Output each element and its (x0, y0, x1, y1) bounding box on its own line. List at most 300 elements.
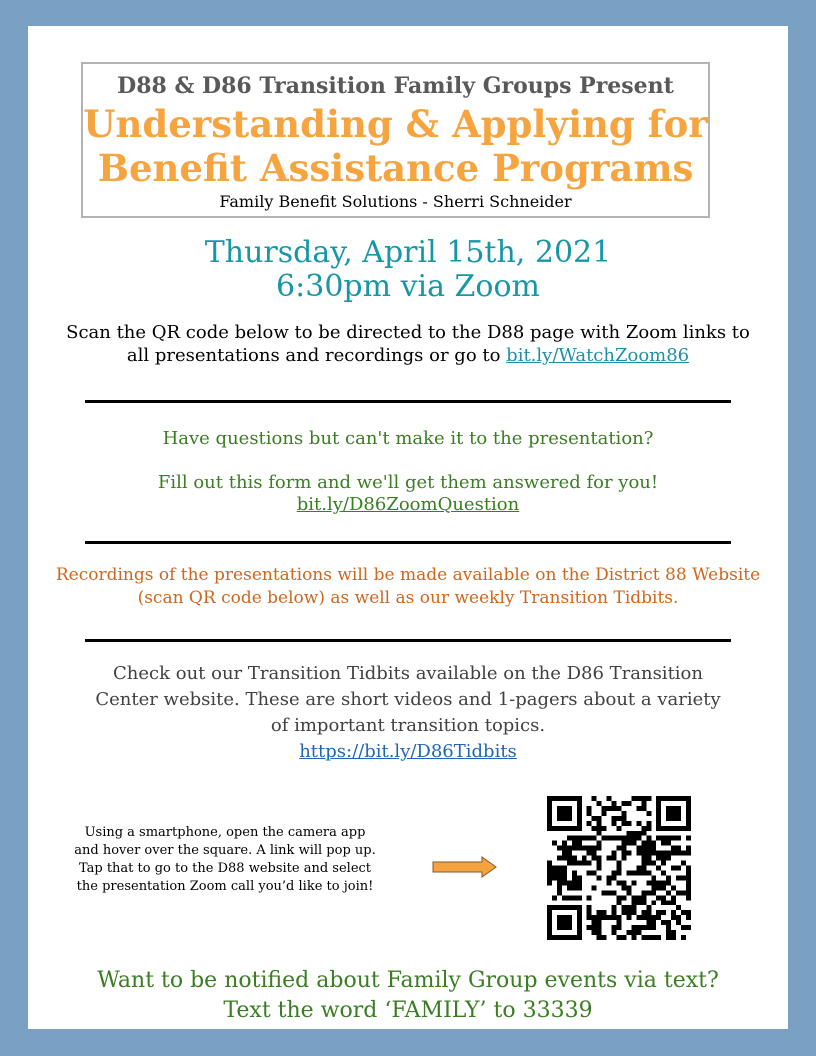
qr-module (631, 870, 636, 875)
qr-module (656, 796, 661, 801)
qr-module (676, 875, 681, 880)
title-line-2: Benefit Assistance Programs (97, 146, 694, 190)
qr-module (592, 836, 597, 841)
qr-module (676, 866, 681, 871)
qr-module (577, 811, 582, 816)
qr-module (646, 905, 651, 910)
qr-module (617, 895, 622, 900)
qr-module (612, 821, 617, 826)
qr-module (621, 816, 626, 821)
qr-module (671, 811, 676, 816)
qr-module (646, 821, 651, 826)
qr-module (676, 905, 681, 910)
flyer-page (28, 26, 788, 1029)
qr-module (676, 851, 681, 856)
qr-module (686, 875, 691, 880)
qr-module (587, 851, 592, 856)
qr-module (676, 811, 681, 816)
qr-module (651, 890, 656, 895)
qr-module (631, 895, 636, 900)
qr-module (671, 885, 676, 890)
qr-module (572, 826, 577, 831)
qr-module (656, 821, 661, 826)
qr-module (661, 870, 666, 875)
qr-module (656, 910, 661, 915)
qr-module (621, 836, 626, 841)
qr-module (592, 856, 597, 861)
qr-module (567, 826, 572, 831)
qr-module (617, 935, 622, 940)
qr-module (577, 885, 582, 890)
notify-line-2: Text the word ‘FAMILY’ to 33339 (223, 998, 593, 1023)
qr-module (646, 915, 651, 920)
qr-module (592, 851, 597, 856)
qr-module (626, 905, 631, 910)
qr-module (631, 900, 636, 905)
qr-module (626, 885, 631, 890)
qr-module (676, 890, 681, 895)
qr-module (572, 861, 577, 866)
qr-module (602, 826, 607, 831)
qr-module (562, 806, 567, 811)
qr-module (587, 915, 592, 920)
qr-module (602, 890, 607, 895)
qr-module (597, 910, 602, 915)
qr-module (612, 870, 617, 875)
qr-module (577, 861, 582, 866)
qr-module (552, 841, 557, 846)
qr-module (572, 885, 577, 890)
qr-module (617, 915, 622, 920)
qr-module (617, 816, 622, 821)
qr-module (641, 856, 646, 861)
qr-module (612, 851, 617, 856)
qr-module (641, 870, 646, 875)
qr-module (617, 846, 622, 851)
qr-module (671, 895, 676, 900)
qr-module (656, 811, 661, 816)
qr-module (626, 801, 631, 806)
qr-module (552, 905, 557, 910)
qr-module (587, 846, 592, 851)
qr-module (612, 875, 617, 880)
qr-module (572, 846, 577, 851)
qr-module (582, 856, 587, 861)
qr-module (646, 870, 651, 875)
qr-code[interactable] (547, 796, 691, 940)
qr-module (686, 895, 691, 900)
qr-module (651, 925, 656, 930)
qr-module (676, 836, 681, 841)
qr-module (671, 826, 676, 831)
qr-module (681, 796, 686, 801)
qr-module (656, 836, 661, 841)
qr-module (547, 861, 552, 866)
qr-module (577, 796, 582, 801)
qr-module (651, 885, 656, 890)
qr-module (636, 925, 641, 930)
qr-module (572, 870, 577, 875)
qr-module (597, 915, 602, 920)
qr-module (671, 915, 676, 920)
questions-line-1: Have questions but can't make it to the presentation? (162, 428, 654, 449)
qr-module (636, 821, 641, 826)
qr-module (636, 930, 641, 935)
qr-module (577, 935, 582, 940)
qr-module (547, 905, 552, 910)
qr-module (602, 836, 607, 841)
qr-module (631, 925, 636, 930)
qr-module (686, 821, 691, 826)
qr-module (557, 866, 562, 871)
qr-module (651, 861, 656, 866)
qr-module (646, 920, 651, 925)
qr-module (671, 910, 676, 915)
qr-module (562, 816, 567, 821)
qr-module (656, 806, 661, 811)
qr-module (552, 796, 557, 801)
qr-module (646, 846, 651, 851)
qr-module (612, 925, 617, 930)
qr-module (612, 890, 617, 895)
qr-module (602, 935, 607, 940)
qr-module (666, 806, 671, 811)
qr-module (671, 930, 676, 935)
qr-module (592, 826, 597, 831)
qr-module (577, 826, 582, 831)
qr-module (646, 910, 651, 915)
qr-module (651, 900, 656, 905)
qr-module (607, 875, 612, 880)
qr-module (676, 806, 681, 811)
qr-module (617, 836, 622, 841)
qr-module (656, 856, 661, 861)
qr-module (651, 841, 656, 846)
phone-line-3: Tap that to go to the D88 website and select (78, 861, 372, 876)
presenters-line: D88 & D86 Transition Family Groups Present (117, 73, 674, 99)
qr-module (547, 875, 552, 880)
qr-module (612, 836, 617, 841)
qr-module (617, 826, 622, 831)
qr-module (552, 935, 557, 940)
qr-module (577, 816, 582, 821)
qr-module (636, 900, 641, 905)
qr-module (661, 885, 666, 890)
qr-module (597, 801, 602, 806)
qr-module (646, 841, 651, 846)
qr-module (666, 935, 671, 940)
qr-module (567, 816, 572, 821)
qr-module (646, 935, 651, 940)
qr-module (666, 811, 671, 816)
qr-module (686, 811, 691, 816)
qr-module (582, 861, 587, 866)
qr-module (597, 935, 602, 940)
qr-module (681, 935, 686, 940)
qr-module (612, 856, 617, 861)
recordings-line-1: Recordings of the presentations will be made available on the District 88 Website (55, 565, 761, 585)
qr-module (636, 866, 641, 871)
qr-module (636, 831, 641, 836)
qr-module (621, 851, 626, 856)
qr-module (567, 836, 572, 841)
qr-module (617, 806, 622, 811)
qr-module (646, 890, 651, 895)
qr-module (631, 796, 636, 801)
qr-module (562, 851, 567, 856)
qr-module (666, 880, 671, 885)
qr-module (577, 821, 582, 826)
qr-module (547, 910, 552, 915)
qr-module (562, 826, 567, 831)
qr-module (666, 930, 671, 935)
qr-module (617, 880, 622, 885)
qr-module (686, 796, 691, 801)
scan-line-1: Scan the QR code below to be directed to the D88 page with Zoom links to (66, 322, 750, 343)
qr-module (577, 920, 582, 925)
qr-module (547, 915, 552, 920)
qr-module (607, 856, 612, 861)
qr-module (597, 861, 602, 866)
qr-module (562, 915, 567, 920)
arrow-right-icon (432, 856, 498, 878)
qr-module (671, 935, 676, 940)
qr-module (557, 880, 562, 885)
qr-module (681, 875, 686, 880)
qr-module (597, 831, 602, 836)
qr-module (681, 925, 686, 930)
qr-module (621, 910, 626, 915)
qr-module (597, 821, 602, 826)
qr-module (686, 816, 691, 821)
qr-module (646, 880, 651, 885)
divider-3 (85, 639, 731, 642)
qr-module (612, 915, 617, 920)
qr-module (557, 870, 562, 875)
qr-module (577, 806, 582, 811)
qr-module (582, 836, 587, 841)
qr-module (661, 841, 666, 846)
qr-module (646, 826, 651, 831)
qr-module (661, 851, 666, 856)
qr-module (577, 910, 582, 915)
qr-module (621, 895, 626, 900)
title-box (81, 62, 710, 218)
qr-module (567, 920, 572, 925)
qr-module (636, 836, 641, 841)
recordings-line-2: (scan QR code below) as well as our weekly Transition Tidbits. (137, 588, 679, 608)
qr-module (577, 930, 582, 935)
qr-module (661, 861, 666, 866)
qr-module (656, 915, 661, 920)
qr-module (557, 915, 562, 920)
qr-module (621, 856, 626, 861)
qr-module (686, 915, 691, 920)
notify-block (28, 966, 788, 1026)
qr-module (562, 866, 567, 871)
qr-module (587, 905, 592, 910)
qr-module (626, 821, 631, 826)
qr-module (587, 870, 592, 875)
divider-2 (85, 541, 731, 544)
zoom-question-link[interactable]: bit.ly/D86ZoomQuestion (296, 494, 520, 515)
qr-module (577, 895, 582, 900)
qr-module (666, 920, 671, 925)
qr-module (547, 870, 552, 875)
qr-module (646, 856, 651, 861)
tidbits-link[interactable]: https://bit.ly/D86Tidbits (299, 741, 517, 762)
qr-module (626, 870, 631, 875)
watch-zoom-link[interactable]: bit.ly/WatchZoom86 (506, 345, 690, 366)
qr-module (656, 826, 661, 831)
qr-module (547, 801, 552, 806)
qr-module (547, 796, 552, 801)
phone-instructions (72, 824, 378, 896)
qr-module (562, 856, 567, 861)
main-title (83, 102, 708, 190)
qr-module (617, 870, 622, 875)
qr-module (626, 930, 631, 935)
scan-line-2 (38, 344, 778, 367)
qr-module (567, 905, 572, 910)
qr-module (656, 885, 661, 890)
qr-module (557, 811, 562, 816)
scan-line-2-text: all presentations and recordings or go to (126, 345, 507, 366)
qr-module (617, 900, 622, 905)
qr-module (641, 895, 646, 900)
qr-module (626, 890, 631, 895)
qr-module (641, 915, 646, 920)
qr-module (567, 895, 572, 900)
qr-module (636, 806, 641, 811)
qr-module (572, 875, 577, 880)
qr-module (552, 875, 557, 880)
qr-module (641, 806, 646, 811)
qr-module (676, 915, 681, 920)
qr-module (562, 846, 567, 851)
qr-module (641, 846, 646, 851)
qr-module (666, 875, 671, 880)
qr-module (617, 866, 622, 871)
qr-module (636, 796, 641, 801)
qr-module (557, 885, 562, 890)
qr-module (671, 806, 676, 811)
qr-module (621, 846, 626, 851)
qr-module (612, 905, 617, 910)
title-line-1: Understanding & Applying for (83, 102, 708, 146)
qr-module (567, 846, 572, 851)
qr-module (587, 910, 592, 915)
qr-module (671, 866, 676, 871)
qr-module (587, 811, 592, 816)
qr-module (572, 905, 577, 910)
qr-module (557, 826, 562, 831)
qr-module (686, 870, 691, 875)
qr-module (557, 856, 562, 861)
qr-module (567, 925, 572, 930)
divider-1 (85, 400, 731, 403)
qr-module (572, 841, 577, 846)
qr-module (562, 811, 567, 816)
qr-module (567, 935, 572, 940)
qr-module (547, 930, 552, 935)
qr-module (621, 821, 626, 826)
qr-module (686, 836, 691, 841)
qr-module (587, 836, 592, 841)
qr-module (617, 861, 622, 866)
qr-module (587, 861, 592, 866)
qr-module (651, 915, 656, 920)
phone-line-4: the presentation Zoom call you’d like to join! (76, 879, 374, 894)
qr-module (646, 811, 651, 816)
qr-module (641, 866, 646, 871)
qr-module (562, 905, 567, 910)
qr-module (612, 801, 617, 806)
qr-module (577, 915, 582, 920)
qr-module (562, 870, 567, 875)
qr-module (636, 895, 641, 900)
qr-module (676, 796, 681, 801)
phone-line-1: Using a smartphone, open the camera app (84, 825, 366, 840)
qr-module (597, 925, 602, 930)
qr-module (577, 905, 582, 910)
qr-module (641, 826, 646, 831)
qr-module (646, 836, 651, 841)
qr-module (602, 910, 607, 915)
qr-module (631, 831, 636, 836)
tidbits-line-1: Check out our Transition Tidbits available on the D86 Transition (113, 663, 703, 684)
qr-module (661, 836, 666, 841)
event-date: Thursday, April 15th, 2021 (204, 235, 612, 270)
qr-module (626, 836, 631, 841)
qr-module (562, 935, 567, 940)
speaker-line: Family Benefit Solutions - Sherri Schneider (219, 192, 572, 211)
qr-module (592, 846, 597, 851)
qr-module (651, 875, 656, 880)
qr-module (607, 836, 612, 841)
qr-module (547, 920, 552, 925)
qr-module (686, 806, 691, 811)
qr-module (621, 880, 626, 885)
qr-module (666, 796, 671, 801)
qr-module (592, 870, 597, 875)
qr-module (671, 816, 676, 821)
qr-module (547, 816, 552, 821)
qr-module (572, 836, 577, 841)
qr-module (626, 831, 631, 836)
qr-module (621, 935, 626, 940)
qr-module (552, 895, 557, 900)
qr-module (592, 930, 597, 935)
qr-module (587, 806, 592, 811)
qr-module (641, 910, 646, 915)
qr-module (686, 880, 691, 885)
qr-module (557, 935, 562, 940)
qr-module (547, 880, 552, 885)
qr-module (661, 900, 666, 905)
event-datetime (28, 236, 788, 304)
qr-module (651, 935, 656, 940)
qr-module (681, 861, 686, 866)
event-time: 6:30pm via Zoom (276, 269, 540, 304)
qr-module (567, 811, 572, 816)
qr-module (666, 841, 671, 846)
qr-module (666, 925, 671, 930)
qr-module (661, 895, 666, 900)
qr-module (567, 885, 572, 890)
qr-module (607, 806, 612, 811)
qr-module (686, 826, 691, 831)
